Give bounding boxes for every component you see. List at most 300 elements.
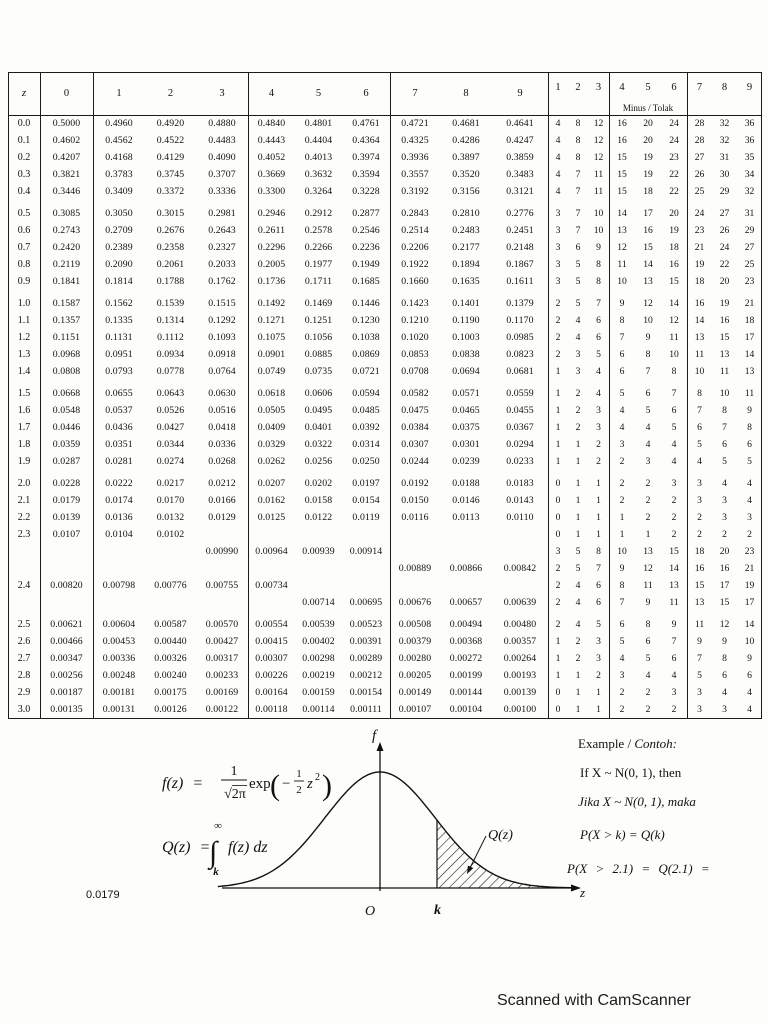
q-value-col-5: 0.0202	[304, 478, 333, 489]
difference-value-6: 2	[671, 495, 677, 506]
difference-value-4: 6	[619, 366, 625, 377]
difference-value-4: 1	[619, 529, 625, 540]
difference-value-3: 2	[596, 439, 601, 450]
example-identity: P(X > k) = Q(k)	[580, 827, 665, 842]
difference-value-4: 16	[617, 135, 627, 146]
formula-f-half-numerator: 1	[296, 768, 302, 780]
q-value-col-8: 0.1190	[452, 315, 480, 326]
q-value-col-6: 0.00154	[349, 687, 383, 698]
difference-value-1: 1	[555, 405, 561, 416]
difference-value-5: 13	[643, 276, 653, 287]
q-value-col-6: 0.1038	[352, 332, 380, 343]
difference-value-6: 16	[669, 259, 679, 270]
difference-value-4: 6	[619, 349, 625, 360]
q-value-col-3: 0.0336	[208, 439, 236, 450]
difference-value-6: 10	[669, 349, 679, 360]
difference-value-7: 7	[697, 405, 702, 416]
q-value-col-7: 0.00107	[398, 704, 432, 715]
difference-value-2: 3	[575, 366, 581, 377]
formula-f-variable: z	[307, 776, 313, 792]
table-rule	[93, 72, 94, 719]
difference-value-6: 11	[669, 597, 679, 608]
q-value-col-5: 0.2578	[304, 225, 333, 236]
z-value: 2.1	[17, 495, 31, 506]
q-value-col-4: 0.4443	[257, 135, 286, 146]
table-rule	[8, 115, 762, 116]
q-value-col-2: 0.1788	[156, 276, 185, 287]
difference-value-3: 1	[596, 687, 601, 698]
q-value-col-3: 0.0516	[208, 405, 236, 416]
q-value-col-1: 0.00131	[102, 704, 136, 715]
q-value-col-4: 0.4840	[257, 118, 286, 129]
q-value-col-1: 0.1131	[105, 332, 133, 343]
difference-value-3: 3	[596, 636, 601, 647]
difference-value-2: 2	[575, 388, 581, 399]
difference-value-6: 2	[671, 704, 677, 715]
q-value-col-6: 0.00111	[350, 704, 382, 715]
q-value-col-6: 0.2236	[352, 242, 380, 253]
q-value-col-0: 0.00135	[50, 704, 83, 715]
difference-value-2: 8	[575, 135, 581, 146]
formula-q-integral-sign: ∫	[209, 836, 218, 869]
q-value-col-2: 0.00326	[154, 653, 187, 664]
difference-value-8: 10	[719, 388, 730, 399]
q-value-col-1: 0.00336	[102, 653, 136, 664]
table-rule	[761, 72, 762, 719]
q-value-col-1: 0.0281	[105, 456, 133, 467]
difference-value-4: 11	[617, 259, 627, 270]
q-value-col-3: 0.1762	[208, 276, 236, 287]
q-value-col-2: 0.0102	[156, 529, 185, 540]
difference-value-1: 0	[555, 512, 561, 523]
q-value-col-3: 0.1093	[208, 332, 236, 343]
difference-value-1: 4	[555, 152, 561, 163]
q-value-col-5: 0.00219	[302, 670, 335, 681]
q-value-col-9: 0.2451	[506, 225, 534, 236]
formula-f-open-paren: (	[270, 769, 280, 802]
formula-f-half-denominator: 2	[296, 784, 302, 796]
header-diff-4: 4	[619, 82, 625, 93]
q-value-col-0: 0.0668	[52, 388, 81, 399]
q-value-col-8: 0.0239	[452, 456, 480, 467]
difference-value-3: 11	[593, 169, 604, 180]
q-value-col-4: 0.0207	[257, 478, 286, 489]
q-value-col-8: 0.00866	[449, 563, 483, 574]
difference-value-6: 14	[669, 298, 679, 309]
q-value-col-7: 0.4325	[401, 135, 429, 146]
difference-value-4: 2	[619, 456, 625, 467]
q-value-col-2: 0.0778	[156, 366, 185, 377]
q-value-col-4: 0.1271	[257, 315, 286, 326]
difference-value-7: 27	[694, 152, 705, 163]
difference-value-8: 15	[719, 597, 730, 608]
q-value-col-5: 0.1056	[304, 332, 333, 343]
difference-value-8: 19	[719, 298, 730, 309]
difference-value-3: 6	[596, 332, 601, 343]
q-value-col-7: 0.0582	[401, 388, 429, 399]
difference-value-7: 28	[694, 135, 705, 146]
difference-value-7: 13	[694, 332, 705, 343]
q-value-col-9: 0.1867	[506, 259, 534, 270]
header-col-6: 6	[363, 88, 369, 99]
header-diff-6: 6	[671, 82, 677, 93]
difference-value-7: 3	[697, 687, 702, 698]
q-value-col-3: 0.0212	[208, 478, 236, 489]
q-value-col-8: 0.00144	[449, 687, 483, 698]
difference-value-3: 7	[596, 563, 601, 574]
formula-q-lhs: Q(z) =	[162, 839, 211, 856]
header-diff-5: 5	[645, 82, 651, 93]
difference-value-2: 1	[575, 687, 581, 698]
difference-value-5: 2	[645, 704, 651, 715]
q-value-col-5: 0.4404	[304, 135, 333, 146]
q-value-col-0: 0.0228	[52, 478, 81, 489]
q-value-col-8: 0.2177	[452, 242, 480, 253]
q-value-col-4: 0.0505	[257, 405, 286, 416]
q-value-col-3: 0.0918	[208, 349, 236, 360]
difference-value-2: 8	[575, 152, 581, 163]
q-value-col-7: 0.00205	[398, 670, 432, 681]
q-value-col-1: 0.1335	[105, 315, 133, 326]
q-value-col-6: 0.0594	[352, 388, 380, 399]
q-value-col-8: 0.1003	[452, 332, 480, 343]
q-value-col-2: 0.4522	[156, 135, 185, 146]
difference-value-2: 1	[575, 670, 581, 681]
difference-value-3: 12	[593, 135, 604, 146]
q-value-col-6: 0.0119	[352, 512, 380, 523]
q-value-col-0: 0.0107	[52, 529, 81, 540]
q-value-col-8: 0.0301	[452, 439, 480, 450]
difference-value-6: 4	[671, 456, 677, 467]
difference-value-3: 10	[593, 208, 604, 219]
difference-value-1: 4	[555, 135, 561, 146]
difference-value-6: 13	[669, 580, 679, 591]
q-value-col-0: 0.0548	[52, 405, 81, 416]
header-col-5: 5	[315, 88, 322, 99]
q-value-col-9: 0.0110	[506, 512, 534, 523]
q-value-col-3: 0.2981	[208, 208, 236, 219]
q-value-col-2: 0.0132	[156, 512, 185, 523]
difference-value-1: 2	[555, 315, 561, 326]
difference-value-9: 25	[744, 259, 755, 270]
q-value-col-3: 0.1515	[208, 298, 236, 309]
difference-value-4: 2	[619, 478, 625, 489]
difference-value-1: 2	[555, 563, 561, 574]
difference-value-4: 5	[619, 636, 625, 647]
q-value-col-0: 0.5000	[52, 118, 81, 129]
difference-value-3: 2	[596, 456, 601, 467]
q-value-col-4: 0.0262	[257, 456, 286, 467]
difference-value-1: 2	[555, 619, 561, 630]
difference-value-3: 8	[596, 276, 601, 287]
q-value-col-4: 0.0125	[257, 512, 286, 523]
difference-value-5: 18	[643, 186, 653, 197]
difference-value-5: 14	[643, 259, 653, 270]
header-col-4: 4	[268, 88, 275, 99]
q-value-col-0: 0.0808	[52, 366, 81, 377]
difference-value-5: 17	[643, 208, 653, 219]
q-value-col-9: 0.0559	[506, 388, 534, 399]
difference-value-9: 29	[744, 225, 755, 236]
difference-value-4: 3	[619, 439, 625, 450]
difference-value-9: 9	[747, 405, 752, 416]
difference-value-5: 20	[643, 135, 653, 146]
q-value-col-0: 0.2119	[52, 259, 81, 270]
q-value-col-9: 0.0143	[506, 495, 534, 506]
difference-value-6: 8	[671, 366, 677, 377]
q-value-col-9: 0.2148	[506, 242, 534, 253]
q-value-col-3: 0.00990	[205, 546, 239, 557]
difference-value-6: 9	[671, 619, 677, 630]
q-value-col-0: 0.3821	[52, 169, 81, 180]
formula-f-minus: −	[282, 776, 291, 792]
difference-value-1: 1	[555, 366, 561, 377]
difference-value-6: 15	[669, 546, 679, 557]
example-question: P(X > 2.1) = Q(2.1) =	[567, 861, 710, 876]
difference-value-4: 6	[619, 619, 625, 630]
z-value: 0.0	[17, 118, 31, 129]
table-rule	[687, 72, 688, 719]
q-value-col-9: 0.0233	[506, 456, 534, 467]
difference-value-3: 10	[593, 225, 604, 236]
q-value-col-9: 0.1611	[506, 276, 534, 287]
difference-value-8: 16	[719, 315, 730, 326]
difference-value-7: 8	[697, 388, 702, 399]
q-value-col-8: 0.00494	[449, 619, 483, 630]
q-value-col-7: 0.3936	[401, 152, 429, 163]
difference-value-7: 11	[694, 619, 705, 630]
q-value-col-6: 0.4364	[352, 135, 380, 146]
difference-value-8: 11	[719, 366, 730, 377]
q-value-col-2: 0.2676	[156, 225, 185, 236]
q-value-col-7: 0.00889	[398, 563, 432, 574]
z-value: 1.1	[17, 315, 31, 326]
difference-value-6: 3	[671, 478, 677, 489]
difference-value-2: 6	[575, 242, 581, 253]
q-value-col-4: 0.3669	[257, 169, 286, 180]
difference-value-9: 17	[744, 597, 755, 608]
difference-value-5: 2	[645, 687, 651, 698]
difference-value-9: 5	[747, 456, 752, 467]
z-value: 2.9	[17, 687, 31, 698]
q-value-col-4: 0.00226	[255, 670, 288, 681]
q-value-col-9: 0.00264	[503, 653, 537, 664]
difference-value-3: 3	[596, 422, 601, 433]
difference-value-6: 18	[669, 242, 679, 253]
z-value: 2.7	[17, 653, 31, 664]
difference-value-9: 14	[744, 349, 755, 360]
q-value-col-8: 0.0146	[452, 495, 480, 506]
q-value-col-4: 0.2611	[257, 225, 286, 236]
q-value-col-6: 0.1949	[352, 259, 380, 270]
difference-value-6: 23	[669, 152, 679, 163]
q-value-col-3: 0.0268	[208, 456, 236, 467]
difference-value-3: 11	[593, 186, 604, 197]
difference-value-8: 9	[722, 636, 727, 647]
q-value-col-1: 0.00604	[102, 619, 136, 630]
difference-value-4: 10	[617, 546, 627, 557]
q-value-col-5: 0.4013	[304, 152, 333, 163]
table-rule	[8, 72, 9, 719]
difference-value-5: 4	[645, 670, 651, 681]
difference-value-9: 11	[744, 388, 755, 399]
table-rule	[40, 72, 41, 719]
q-value-col-5: 0.00114	[302, 704, 335, 715]
difference-value-3: 3	[596, 653, 601, 664]
q-value-col-0: 0.0139	[52, 512, 81, 523]
q-value-col-6: 0.0250	[352, 456, 380, 467]
difference-value-7: 11	[694, 349, 705, 360]
difference-value-2: 5	[575, 298, 581, 309]
q-value-col-1: 0.00248	[102, 670, 136, 681]
difference-value-6: 7	[671, 636, 677, 647]
difference-value-7: 25	[694, 186, 705, 197]
difference-value-2: 7	[575, 225, 581, 236]
q-value-col-3: 0.4880	[208, 118, 236, 129]
z-value: 1.8	[17, 439, 31, 450]
difference-value-6: 7	[671, 388, 677, 399]
header-col-0: 0	[63, 88, 70, 99]
q-value-col-5: 0.0158	[304, 495, 333, 506]
difference-value-8: 22	[719, 259, 730, 270]
difference-value-2: 7	[575, 208, 581, 219]
q-value-col-2: 0.0643	[156, 388, 185, 399]
difference-value-1: 1	[555, 670, 561, 681]
difference-value-4: 4	[619, 653, 625, 664]
difference-value-2: 3	[575, 349, 581, 360]
difference-value-7: 18	[694, 276, 705, 287]
q-value-col-2: 0.0344	[156, 439, 185, 450]
q-value-col-4: 0.2296	[257, 242, 286, 253]
header-diff-7: 7	[696, 82, 703, 93]
q-value-col-3: 0.2643	[208, 225, 236, 236]
q-value-col-5: 0.1251	[304, 315, 333, 326]
q-value-col-6: 0.0392	[352, 422, 380, 433]
q-value-col-1: 0.0351	[105, 439, 133, 450]
difference-value-9: 3	[747, 512, 752, 523]
q-value-col-4: 0.00164	[255, 687, 288, 698]
difference-value-8: 13	[719, 349, 730, 360]
difference-value-3: 5	[596, 349, 601, 360]
q-value-col-8: 0.0113	[452, 512, 480, 523]
q-value-col-7: 0.0150	[401, 495, 429, 506]
difference-value-5: 8	[645, 349, 651, 360]
q-value-col-5: 0.00714	[302, 597, 335, 608]
q-value-col-0: 0.0287	[52, 456, 81, 467]
q-value-col-4: 0.2946	[257, 208, 286, 219]
difference-value-7: 5	[697, 439, 702, 450]
difference-value-1: 2	[555, 349, 561, 360]
q-value-col-5: 0.0401	[304, 422, 333, 433]
difference-value-6: 2	[671, 512, 677, 523]
q-value-col-3: 0.0418	[208, 422, 236, 433]
q-value-col-8: 0.0571	[452, 388, 480, 399]
difference-value-6: 4	[671, 670, 677, 681]
difference-value-8: 20	[719, 276, 730, 287]
difference-value-1: 3	[555, 259, 561, 270]
difference-value-4: 9	[619, 563, 625, 574]
header-col-2: 2	[167, 88, 174, 99]
difference-value-3: 8	[596, 546, 601, 557]
difference-value-7: 4	[697, 456, 702, 467]
difference-value-2: 4	[575, 580, 581, 591]
formula-f-close-paren: )	[322, 769, 332, 802]
q-value-col-9: 0.3121	[506, 186, 534, 197]
q-value-col-9: 0.0823	[506, 349, 534, 360]
q-value-col-0: 0.4207	[52, 152, 81, 163]
difference-value-4: 15	[617, 169, 627, 180]
difference-value-7: 2	[697, 512, 702, 523]
difference-value-7: 7	[697, 653, 702, 664]
difference-value-7: 3	[697, 495, 702, 506]
difference-value-7: 2	[697, 529, 702, 540]
example-heading-en: Example /	[578, 736, 632, 751]
difference-value-8: 6	[722, 670, 727, 681]
q-value-col-7: 0.1660	[401, 276, 429, 287]
difference-value-4: 8	[619, 315, 625, 326]
header-col-7: 7	[412, 88, 418, 99]
q-value-col-4: 0.0618	[257, 388, 286, 399]
difference-value-8: 17	[719, 580, 730, 591]
q-value-col-9: 0.00480	[503, 619, 537, 630]
difference-value-4: 13	[617, 225, 627, 236]
difference-value-4: 16	[617, 118, 627, 129]
difference-value-5: 12	[643, 563, 653, 574]
example-line-ms: Jika X ~ N(0, 1), maka	[578, 794, 696, 809]
difference-value-3: 7	[596, 298, 601, 309]
q-value-col-1: 0.00798	[102, 580, 136, 591]
q-value-col-7: 0.00280	[398, 653, 432, 664]
q-value-col-8: 0.1635	[452, 276, 480, 287]
difference-value-8: 3	[722, 495, 727, 506]
q-value-col-7: 0.00676	[398, 597, 432, 608]
q-value-col-9: 0.00357	[503, 636, 537, 647]
difference-value-9: 27	[744, 242, 755, 253]
q-value-col-8: 0.2810	[452, 208, 480, 219]
q-value-col-9: 0.00100	[503, 704, 537, 715]
example-line-en: If X ~ N(0, 1), then	[580, 765, 682, 780]
q-value-col-5: 0.00939	[302, 546, 335, 557]
q-value-col-8: 0.00657	[449, 597, 483, 608]
q-value-col-4: 0.0749	[257, 366, 286, 377]
z-value: 2.5	[17, 619, 31, 630]
difference-value-6: 24	[669, 118, 679, 129]
formula-f-numerator: 1	[230, 764, 238, 779]
difference-value-5: 11	[643, 580, 653, 591]
q-value-col-0: 0.0179	[52, 495, 81, 506]
difference-value-7: 16	[694, 563, 705, 574]
q-value-col-6: 0.2546	[352, 225, 380, 236]
difference-value-9: 17	[744, 332, 755, 343]
q-value-col-4: 0.00118	[255, 704, 288, 715]
difference-value-8: 24	[719, 242, 730, 253]
q-value-col-1: 0.1562	[105, 298, 133, 309]
q-value-col-5: 0.0495	[304, 405, 333, 416]
q-value-col-5: 0.0885	[304, 349, 333, 360]
q-value-col-3: 0.4483	[208, 135, 236, 146]
q-value-col-7: 0.0244	[401, 456, 429, 467]
difference-value-1: 0	[555, 478, 561, 489]
q-value-col-3: 0.3336	[208, 186, 236, 197]
difference-value-4: 9	[619, 298, 625, 309]
q-value-col-6: 0.00695	[349, 597, 383, 608]
difference-value-9: 23	[744, 276, 755, 287]
z-value: 2.6	[17, 636, 31, 647]
q-value-col-0: 0.00820	[50, 580, 83, 591]
difference-value-7: 23	[694, 225, 705, 236]
header-diff-1: 1	[555, 82, 561, 93]
difference-value-3: 1	[596, 478, 601, 489]
